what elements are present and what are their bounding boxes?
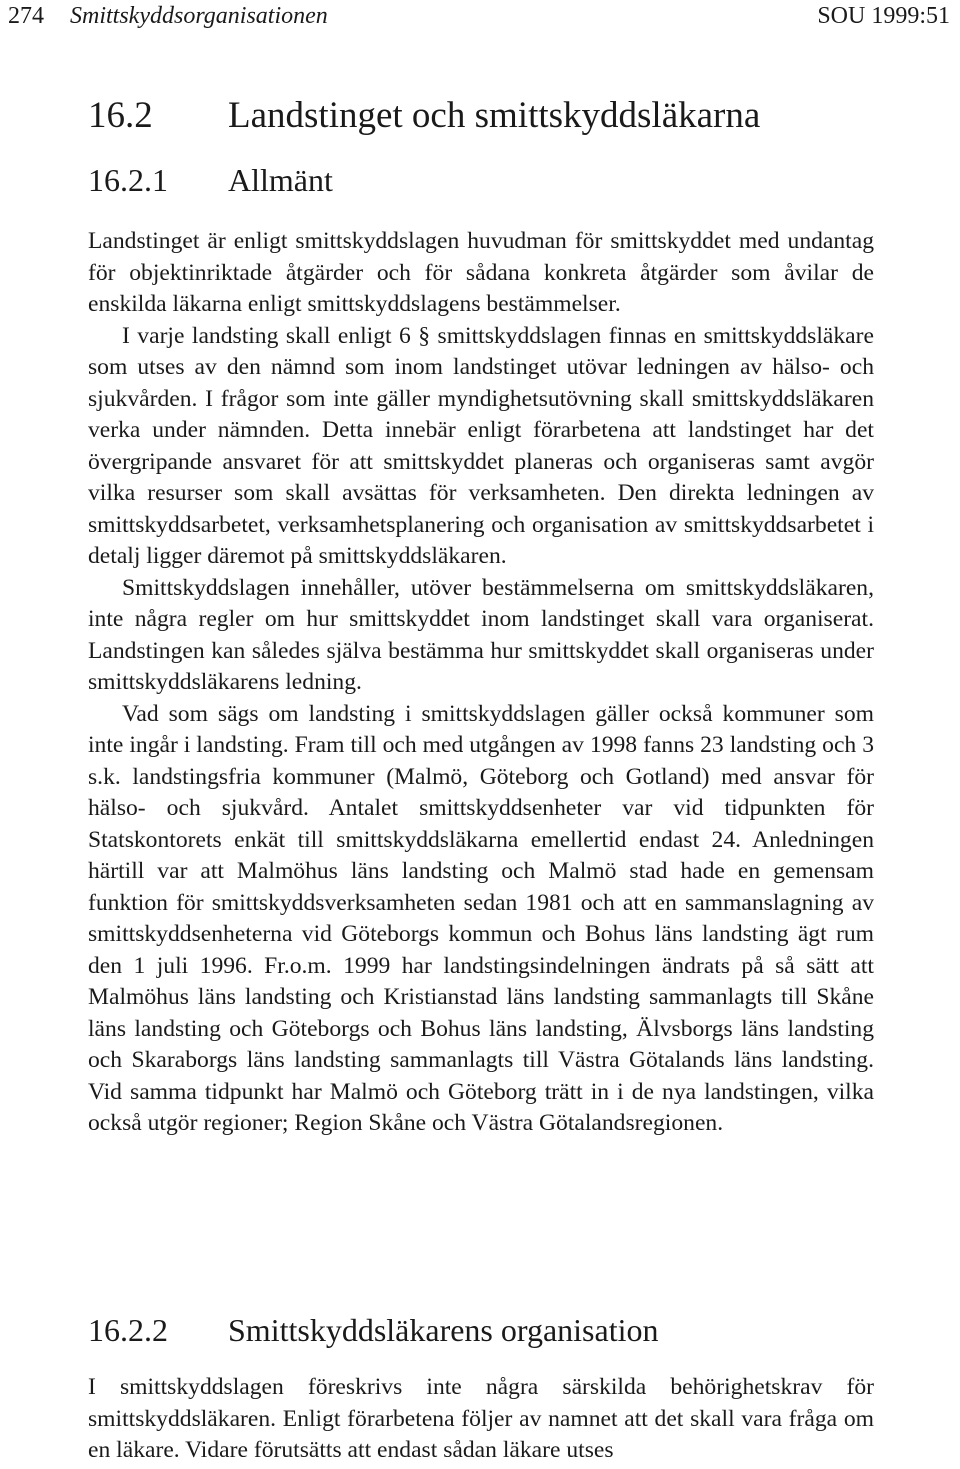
subsection-title: Smittskyddsläkarens organisation [228, 1312, 659, 1348]
running-title: Smittskyddsorganisationen [70, 3, 328, 29]
subsection-body-organisation [88, 1372, 874, 1467]
paragraph: I smittskyddslagen föreskrivs inte några särskilda behörighetskrav för smittskyddsläkaren. Enligt förarbetena följer av namnet att det skall vara fråga om en läkare. Vidare förutsätts att endast sådan läkare utses [88, 1374, 874, 1463]
paragraph: Landstinget är enligt smittskyddslagen huvudman för smittskyddet med undantag för objektinriktade åtgärder och för sådana konkreta åtgärder som åvilar de enskilda läkarna enligt smittskyddslagens bestämmelser. [88, 228, 874, 317]
report-reference: SOU 1999:51 [817, 3, 950, 29]
subsection-number: 16.2.1 [88, 162, 168, 198]
section-heading [88, 94, 760, 137]
subsection-number: 16.2.2 [88, 1312, 168, 1348]
section-title: Landstinget och smittskyddsläkarna [228, 95, 761, 136]
subsection-heading-organisation [88, 1312, 658, 1349]
page-header [0, 0, 960, 34]
subsection-title: Allmänt [228, 162, 333, 198]
page-number: 274 [8, 3, 44, 29]
subsection-heading-allmant [88, 162, 333, 199]
subsection-body-allmant [88, 226, 874, 1140]
section-number: 16.2 [88, 95, 153, 136]
paragraph: Vad som sägs om landsting i smittskyddslagen gäller också kommuner som inte ingår i landsting. Fram till och med utgången av 1998 fanns 23 landsting och 3 s.k. landstingsfria kommuner (Malmö, Göteborg och Gotland) med ansvar för hälso- och sjukvård. Antalet smittskyddsenheter var vid tidpunkten för Statskontorets enkät till smittskyddsläkarna emellertid endast 24. Anledningen härtill var att Malmöhus läns landsting och Malmö stad hade en gemensam funktion för smittskyddsverksamheten sedan 1981 och att en sammanslagning av smittskyddsenheterna vid Göteborgs kommun och Bohus läns landsting ägt rum den 1 juli 1996. Fr.o.m. 1999 har landstingsindelningen ändrats på så sätt att Malmöhus läns landsting och Kristianstad läns landsting sammanlagts till Skåne läns landsting och Göteborgs och Bohus läns landsting, Älvsborgs läns landsting och Skaraborgs läns landsting sammanlagts till Västra Götalands läns landsting. Vid samma tidpunkt har Malmö och Göteborg trätt in i de nya landstingen, vilka också utgör regioner; Region Skåne och Västra Götalandsregionen. [88, 700, 874, 1136]
paragraph: Smittskyddslagen innehåller, utöver bestämmelserna om smittskyddsläkaren, inte några regler om hur smittskyddet inom landstinget skall vara organiserat. Landstingen kan således själva bestämma hur smittskyddet skall organiseras under smittskyddsläkarens ledning. [88, 574, 874, 695]
paragraph: I varje landsting skall enligt 6 § smittskyddslagen finnas en smittskyddsläkare som utses av den nämnd som inom landstinget utövar ledningen av hälso- och sjukvården. I frågor som inte gäller myndighetsutövning skall smittskyddsläkaren verka under nämnden. Detta innebär enligt förarbetena att landstinget har det övergripande ansvaret för att smittskyddet planeras och organiseras samt avgör vilka resurser som skall avsättas för verksamheten. Den direkta ledningen av smittskyddsarbetet, verksamhetsplanering och organisation av smittskyddsarbetet i detalj ligger däremot på smittskyddsläkaren. [88, 322, 874, 569]
